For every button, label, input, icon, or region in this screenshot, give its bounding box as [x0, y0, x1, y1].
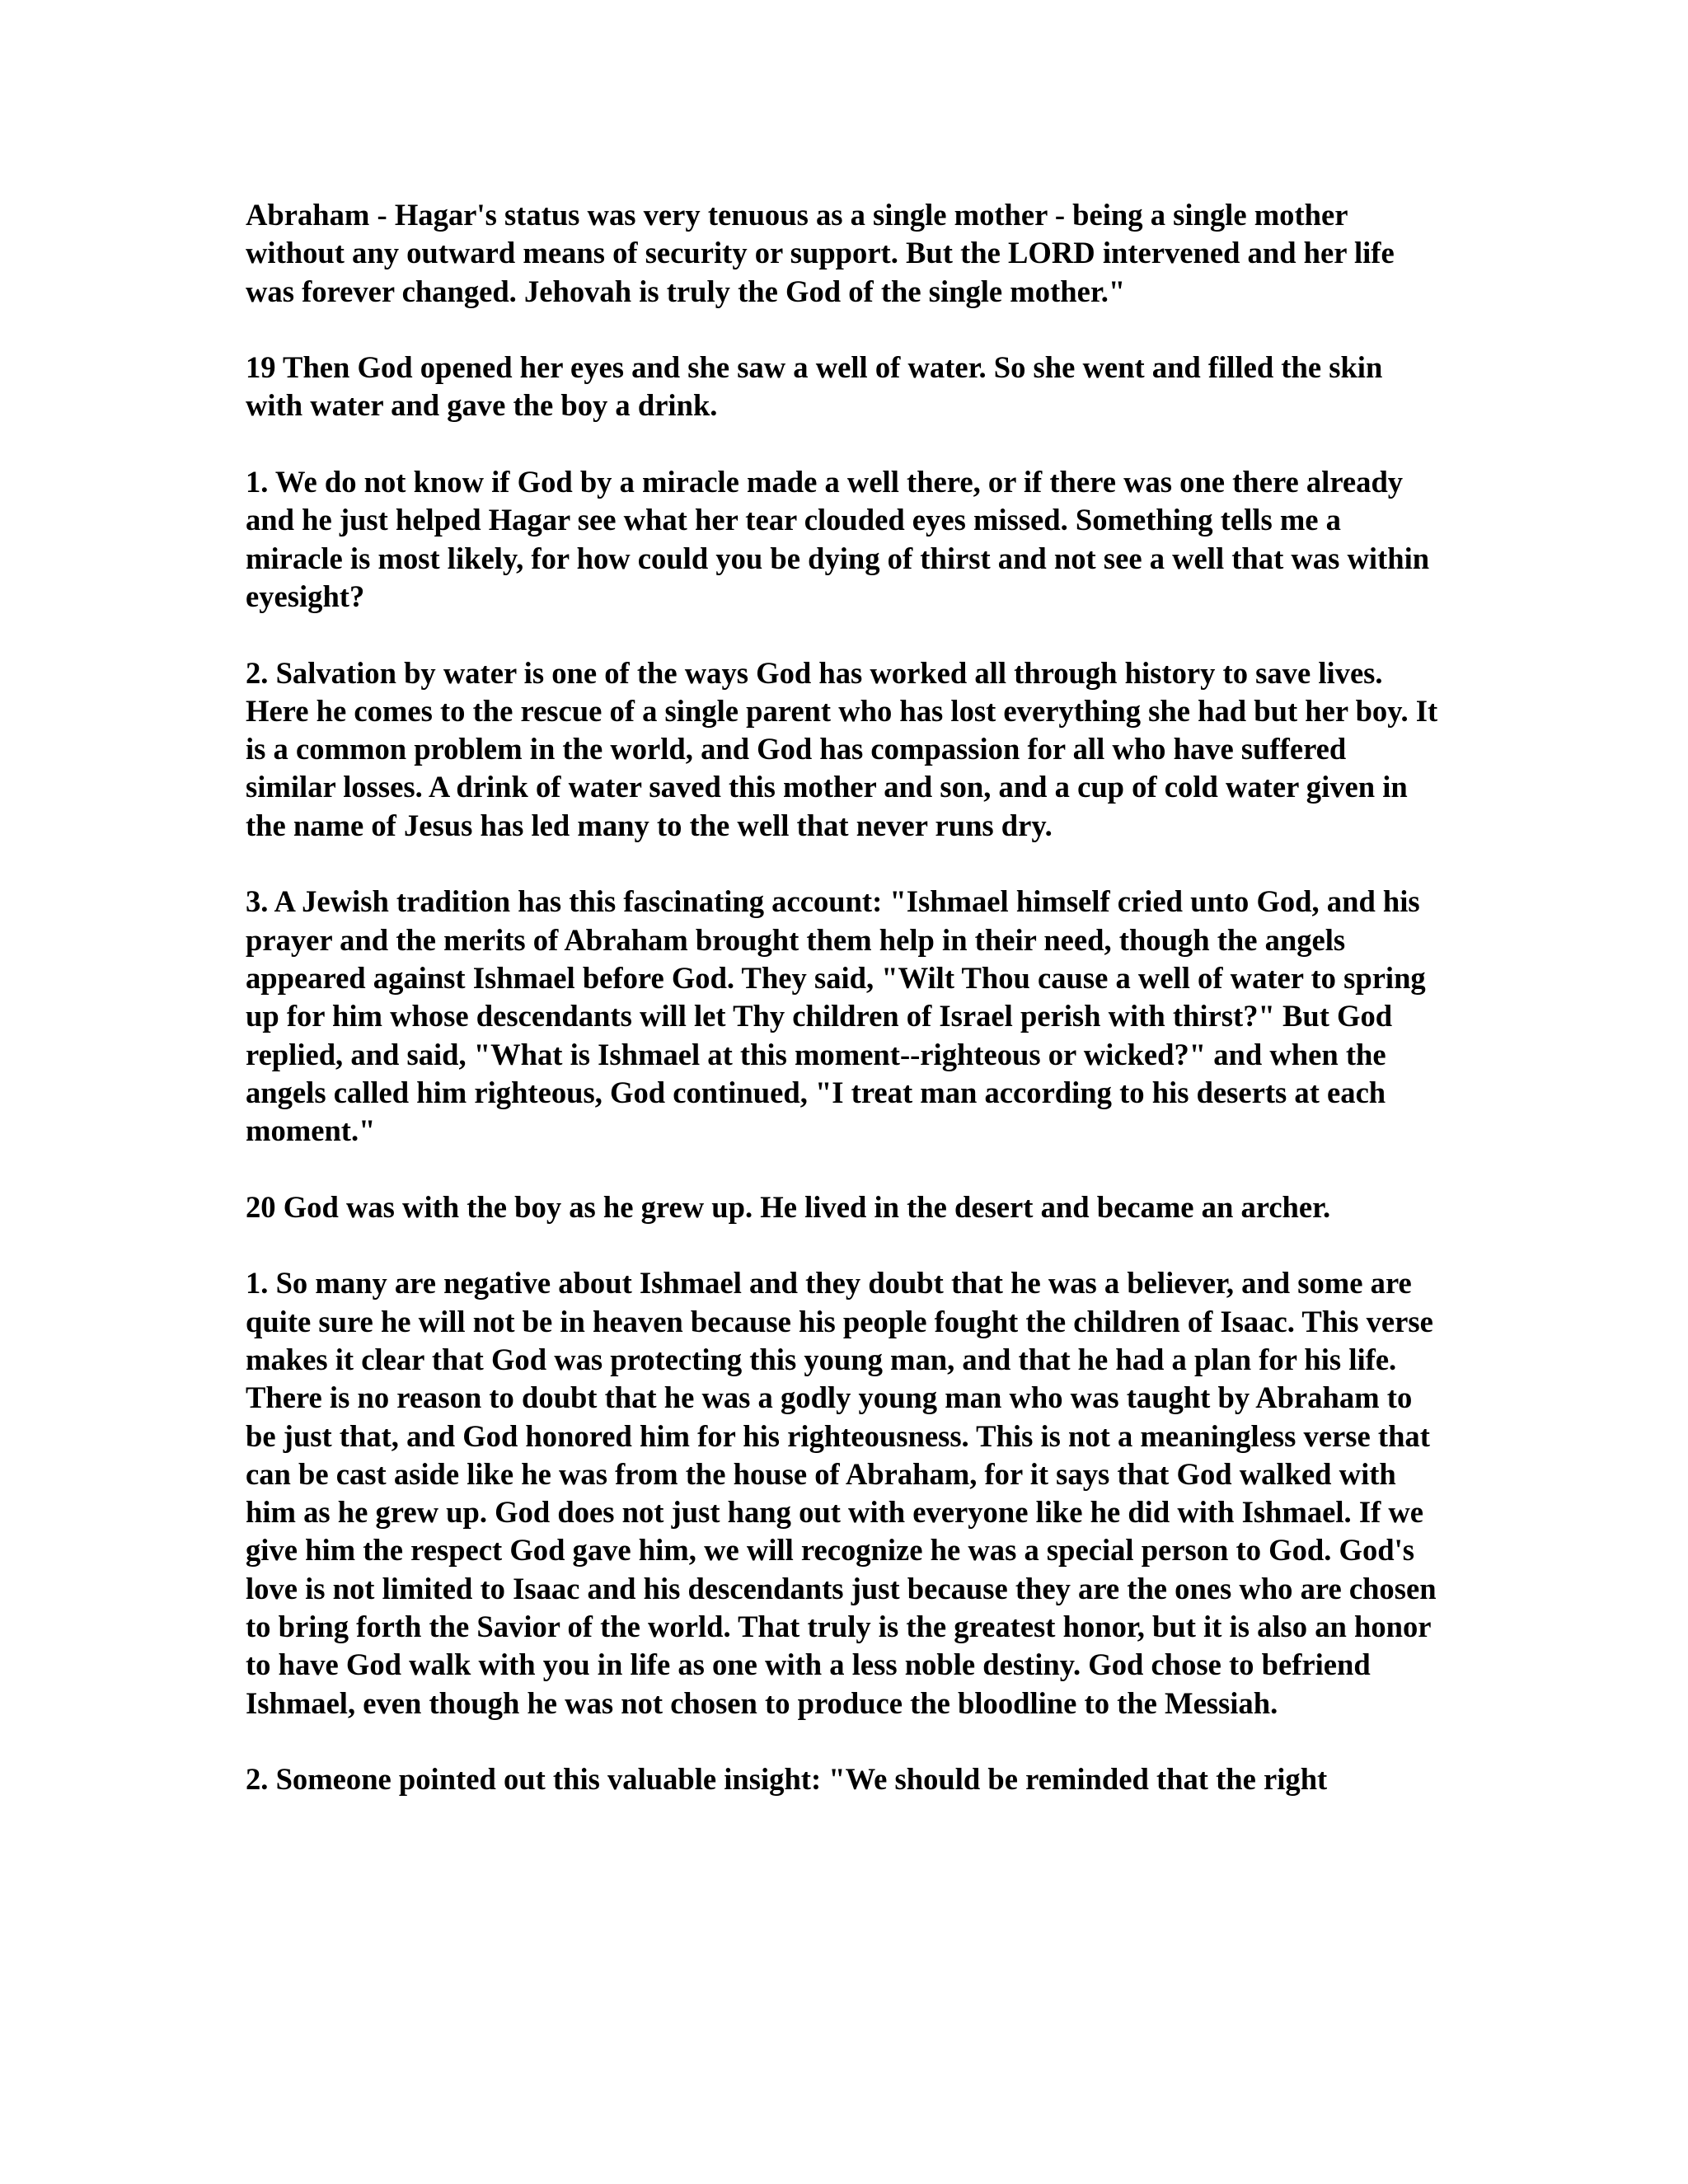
paragraph-verse-19-point-1: 1. We do not know if God by a miracle made a well there, or if there was one there already and he just helped Hagar see what her tear clouded eyes missed. Something tells me a miracle is most likely, for how could you be dying of thirst and not see a well that was within eyesight? — [246, 465, 1430, 613]
paragraph-verse-20: 20 God was with the boy as he grew up. He lived in the desert and became an archer. — [246, 1189, 1331, 1224]
paragraph-verse-19-point-2: 2. Salvation by water is one of the ways God has worked all through history to save lives. Here he comes to the rescue of a single parent who has lost everything she had but her boy. It is a common problem in the world, and God has compassion for all who have suffered similar losses. A drink of water saved this mother and son, and a cup of cold water given in the name of Jesus has led many to the well that never runs dry. — [246, 655, 1438, 842]
paragraph-verse-19: 19 Then God opened her eyes and she saw a well of water. So she went and filled the skin with water and gave the boy a drink. — [246, 350, 1383, 423]
paragraph-verse-20-point-2: 2. Someone pointed out this valuable insight: "We should be reminded that the right — [246, 1762, 1328, 1797]
paragraph-verse-20-point-1: 1. So many are negative about Ishmael and they doubt that he was a believer, and some are quite sure he will not be in heaven because his people fought the children of Isaac. This verse makes it clear that God was protecting this young man, and that he had a plan for his life. There is no reason to doubt that he was a godly young man who was taught by Abraham to be just that, and God honored him for his righteousness. This is not a meaningless verse that can be cast aside like he was from the house of Abraham, for it says that God walked with him as he grew up. God does not just hang out with everyone like he did with Ishmael. If we give him the respect God gave him, we will recognize he was a special person to God. God's love is not limited to Isaac and his descendants just because they are the ones who are chosen to bring forth the Savior of the world. That truly is the greatest honor, but it is also an honor to have God walk with you in life as one with a less noble destiny. God chose to befriend Ishmael, even though he was not chosen to produce the bloodline to the Messiah. — [246, 1266, 1437, 1720]
page-body — [246, 196, 1441, 1798]
paragraph-verse-19-point-3: 3. A Jewish tradition has this fascinating account: "Ishmael himself cried unto God, and his prayer and the merits of Abraham brought them help in their need, though the angels appeared against Ishmael before God. They said, "Wilt Thou cause a well of water to spring up for him whose descendants will let Thy children of Israel perish with thirst?" But God replied, and said, "What is Ishmael at this moment--righteous or wicked?" and when the angels called him righteous, God continued, "I treat man according to his deserts at each moment." — [246, 884, 1426, 1148]
paragraph-abraham-hagar-status: Abraham - Hagar's status was very tenuous as a single mother - being a single mother without any outward means of security or support. But the LORD intervened and her life was forever changed. Jehovah is truly the God of the single mother." — [246, 198, 1395, 308]
